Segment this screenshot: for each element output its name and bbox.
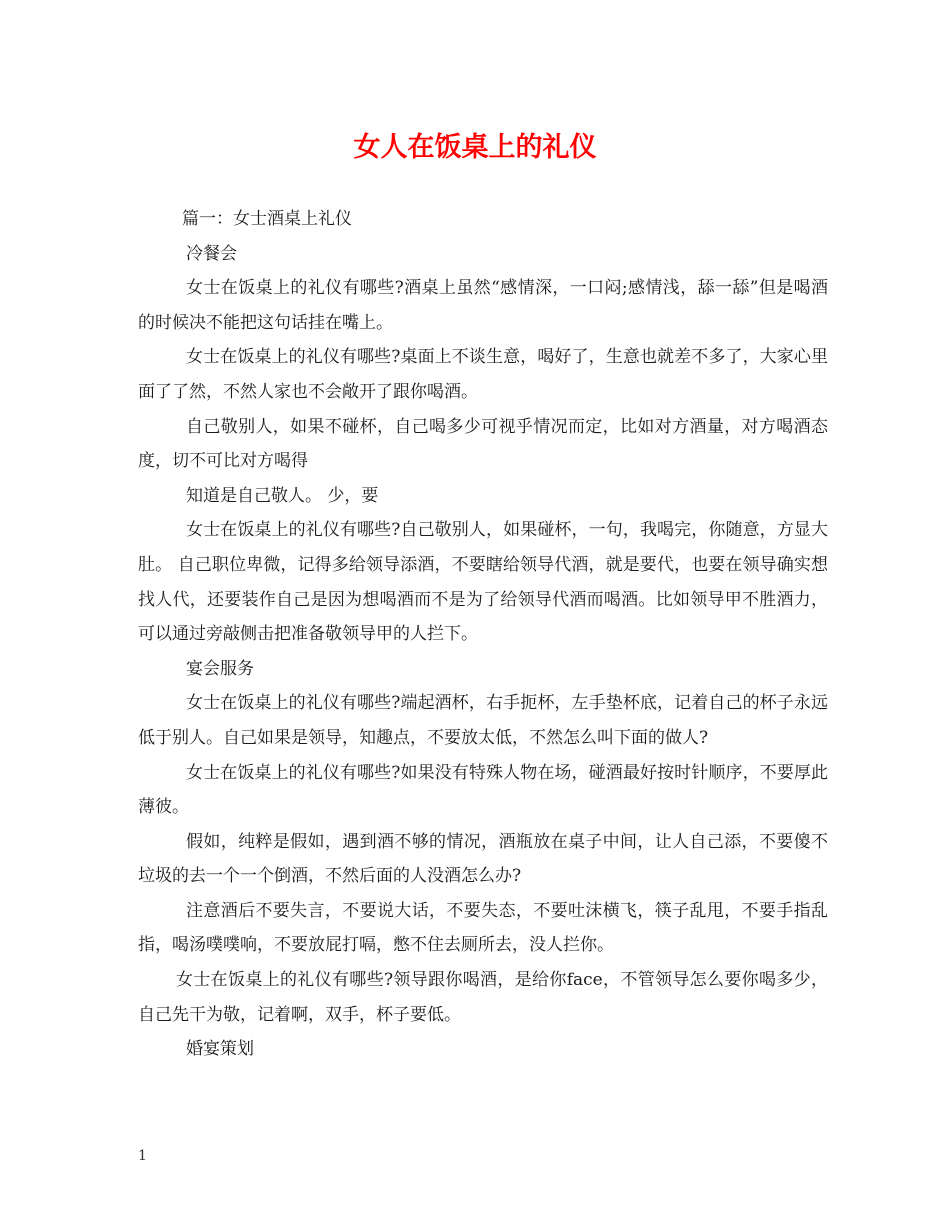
paragraph: 知道是自己敬人。 少，要 [186,485,379,506]
paragraph: 女士在饭桌上的礼仪有哪些?桌面上不谈生意，喝好了，生意也就差不多了，大家心里面了了然，不然人家也不会敞开了跟你喝酒。 [138,347,828,402]
page-number: 1 [138,1148,147,1164]
paragraph: 自己敬别人，如果不碰杯，自己喝多少可视乎情况而定，比如对方酒量，对方喝酒态度，切不可比对方喝得 [138,416,828,472]
document-body [138,202,828,1067]
paragraph: 女士在饭桌上的礼仪有哪些?领导跟你喝酒，是给你face，不管领导怎么要你喝多少，自己先干为敬，记着啊，双手，杯子要低。 [138,970,828,1025]
paragraph: 女士在饭桌上的礼仪有哪些?自己敬别人，如果碰杯，一句，我喝完，你随意，方显大肚。 自己职位卑微，记得多给领导添酒，不要瞎给领导代酒，就是要代，也要在领导确实想找人代，还要装作自己是因为想喝酒而不是为了给领导代酒而喝酒。比如领导甲不胜酒力，可以通过旁敲侧击把准备敬领导甲的人拦下。 [138,520,828,645]
paragraph: 女士在饭桌上的礼仪有哪些?端起酒杯，右手扼杯，左手垫杯底，记着自己的杯子永远低于别人。自己如果是领导，知趣点，不要放太低，不然怎么叫下面的做人? [138,693,828,748]
subsection-heading: 宴会服务 [186,658,254,679]
paragraph: 女士在饭桌上的礼仪有哪些?酒桌上虽然“感情深，一口闷;感情浅，舔一舔”但是喝酒的时候决不能把这句话挂在嘴上。 [138,278,828,333]
paragraph: 假如，纯粹是假如，遇到酒不够的情况，酒瓶放在桌子中间，让人自己添，不要傻不垃圾的去一个一个倒酒，不然后面的人没酒怎么办? [138,831,828,887]
subsection-heading: 婚宴策划 [186,1039,254,1060]
paragraph: 女士在饭桌上的礼仪有哪些?如果没有特殊人物在场，碰酒最好按时针顺序，不要厚此薄彼。 [138,762,828,818]
section-heading: 篇一：女士酒桌上礼仪 [182,209,352,229]
subsection-heading: 冷餐会 [186,243,237,264]
document-title: 女人在饭桌上的礼仪 [353,132,597,163]
paragraph: 注意酒后不要失言，不要说大话，不要失态，不要吐沫横飞，筷子乱甩，不要手指乱指，喝汤噗噗响，不要放屁打嗝，憋不住去厕所去，没人拦你。 [138,900,828,956]
